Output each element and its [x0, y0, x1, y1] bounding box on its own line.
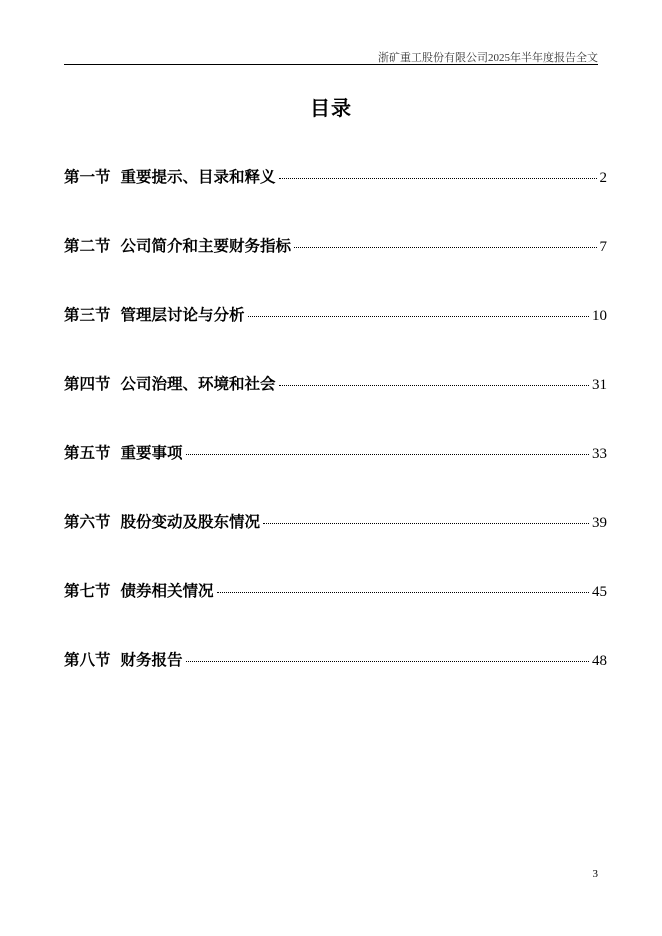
toc-page-number: 33 [592, 446, 607, 462]
toc-leader-dots [263, 523, 589, 524]
toc-entry-1[interactable] [64, 166, 607, 235]
toc-entry-6[interactable] [64, 511, 607, 580]
toc-leader-dots [294, 247, 596, 248]
toc-page-number: 2 [599, 170, 607, 186]
toc-section-title: 管理层讨论与分析 [120, 306, 245, 324]
toc-page-number: 7 [599, 239, 607, 255]
toc-section-number: 第八节 [64, 651, 111, 669]
toc-section-title: 重要事项 [120, 444, 183, 462]
toc-section-number: 第五节 [64, 444, 111, 462]
toc-entry-5[interactable] [64, 442, 607, 511]
toc-entry-2[interactable] [64, 235, 607, 304]
toc-section-number: 第七节 [64, 582, 111, 600]
toc-entry-8[interactable] [64, 649, 607, 718]
toc-leader-dots [186, 454, 589, 455]
toc-page-number: 39 [592, 515, 607, 531]
running-header: 浙矿重工股份有限公司2025年半年度报告全文 [378, 52, 598, 64]
toc-entry-4[interactable] [64, 373, 607, 442]
toc-section-title: 重要提示、目录和释义 [120, 168, 276, 186]
toc-section-number: 第二节 [64, 237, 111, 255]
toc-list [64, 166, 607, 718]
toc-section-number: 第一节 [64, 168, 111, 186]
toc-leader-dots [217, 592, 589, 593]
toc-leader-dots [279, 385, 589, 386]
toc-section-number: 第四节 [64, 375, 111, 393]
toc-page-number: 31 [592, 377, 607, 393]
toc-page-number: 48 [592, 653, 607, 669]
toc-section-title: 股份变动及股东情况 [120, 513, 261, 531]
toc-section-title: 公司治理、环境和社会 [120, 375, 276, 393]
toc-leader-dots [279, 178, 597, 179]
toc-title: 目录 [310, 96, 352, 120]
header-divider [64, 64, 598, 65]
toc-entry-3[interactable] [64, 304, 607, 373]
toc-section-title: 债券相关情况 [120, 582, 214, 600]
toc-section-number: 第六节 [64, 513, 111, 531]
toc-page-number: 10 [592, 308, 607, 324]
toc-leader-dots [186, 661, 589, 662]
toc-page-number: 45 [592, 584, 607, 600]
toc-section-title: 财务报告 [120, 651, 183, 669]
page-number: 3 [592, 868, 598, 880]
toc-leader-dots [248, 316, 589, 317]
toc-section-number: 第三节 [64, 306, 111, 324]
toc-entry-7[interactable] [64, 580, 607, 649]
toc-section-title: 公司简介和主要财务指标 [120, 237, 292, 255]
